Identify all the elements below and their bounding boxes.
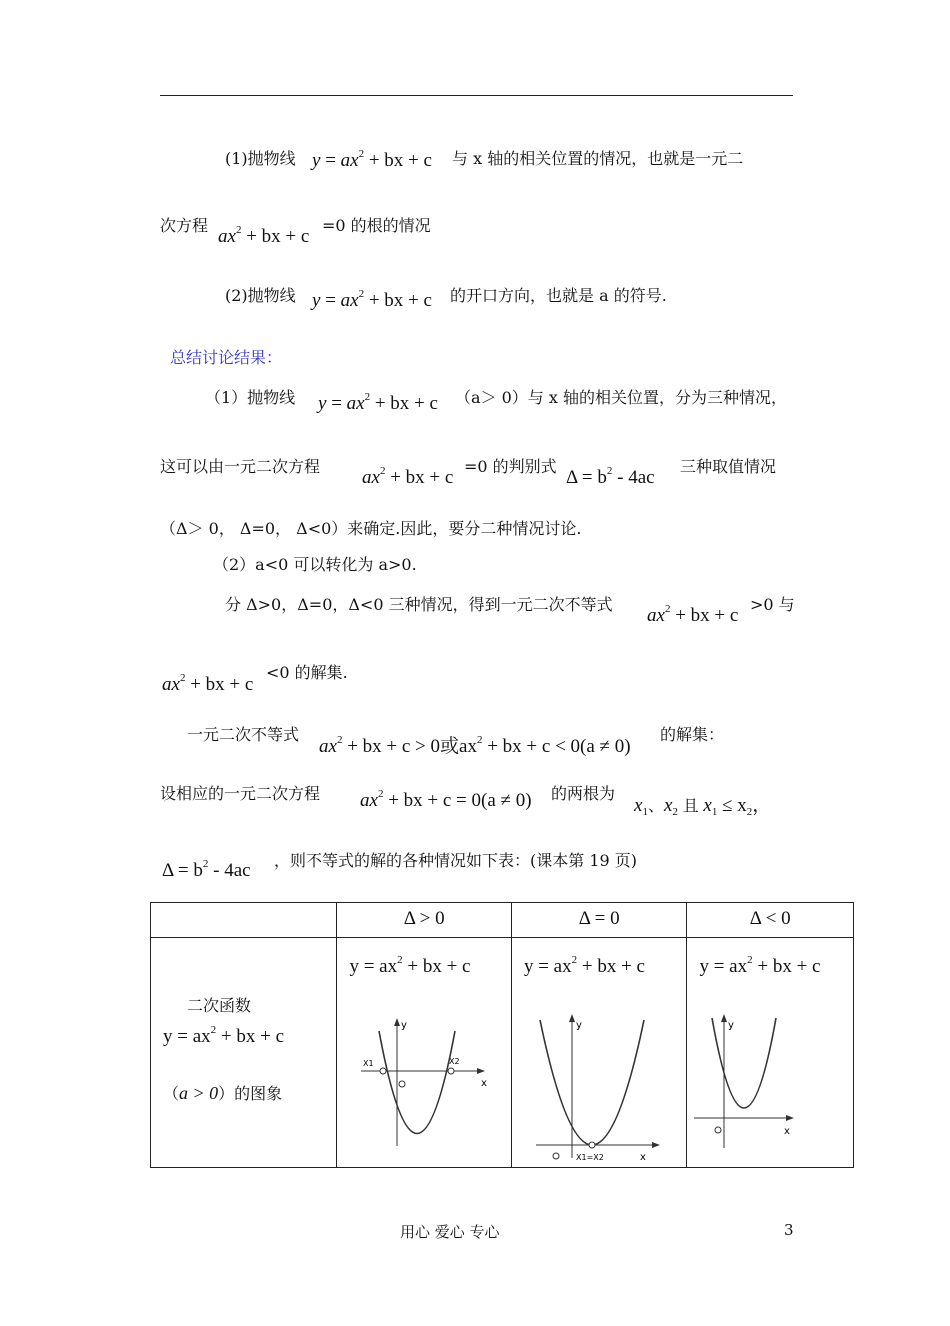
- y-label: y: [575, 1020, 582, 1031]
- y-label: y: [401, 1020, 408, 1031]
- s2-line3-b: <0 的解集.: [266, 663, 348, 682]
- graph-delta-pos: [357, 1006, 497, 1156]
- y-label: y: [728, 1020, 735, 1031]
- p1-cont: 次方程: [160, 216, 209, 235]
- table-graph-cell: [337, 938, 512, 1168]
- ineq-tail: 的解集：: [660, 725, 725, 744]
- row-label-formula: $y = ax^2$ + bx + c: [163, 1024, 285, 1047]
- p2-text: 的开口方向，也就是 a 的符号.: [450, 286, 667, 305]
- roots-formula: $ax^2$ + bx + c = 0(a ≠ 0): [360, 788, 532, 811]
- x-axis-arrow: [786, 1115, 794, 1121]
- table-header-cell: [687, 903, 854, 938]
- solution-table: [150, 902, 854, 1168]
- p1-cont-formula: $ax^2$ + bx + c: [218, 224, 310, 247]
- y-axis-arrow: [394, 1018, 400, 1026]
- p1-cont-text: =0 的根的情况: [322, 216, 431, 235]
- table-header-cell: [511, 903, 687, 938]
- header-delta-zero: Δ = 0: [578, 908, 620, 929]
- s1-line2-c: 三种取值情况: [680, 457, 777, 476]
- origin-point: [715, 1127, 721, 1133]
- y-axis-arrow: [721, 1014, 727, 1022]
- graph-formula: $y = ax^2$ + bx + c: [699, 954, 821, 977]
- table-graph-cell: [511, 938, 687, 1168]
- s2-line2-a: 分 Δ>0，Δ=0，Δ<0 三种情况，得到一元二次不等式: [225, 595, 613, 614]
- table-header-cell: [337, 903, 512, 938]
- s1-line2-a: 这可以由一元二次方程: [160, 457, 321, 476]
- origin-point: [399, 1081, 405, 1087]
- table-graph-cell: [687, 938, 854, 1168]
- s1-delta-formula: $\Delta = b^2 - 4ac$: [566, 465, 655, 488]
- header-delta-neg: Δ < 0: [749, 908, 791, 929]
- header-delta-pos: Δ > 0: [403, 908, 445, 929]
- s2-label: （2）a<0 可以转化为 a>0.: [213, 555, 417, 574]
- parabola: [712, 1018, 776, 1108]
- roots-tail: ，则不等式的解的各种情况如下表：(课本第 19 页): [274, 851, 638, 870]
- s2-line2-b: >0 与: [750, 595, 795, 614]
- x1-label: X1: [363, 1059, 375, 1068]
- p1-formula: $y = ax^2$ + bx + c: [312, 148, 432, 171]
- s1-label: （1）抛物线: [205, 388, 296, 407]
- y-axis-arrow: [569, 1014, 575, 1022]
- parabola: [379, 1031, 455, 1134]
- p2-label: (2)抛物线: [225, 286, 296, 305]
- x-label: x: [481, 1078, 488, 1089]
- root-x2-point: [448, 1068, 454, 1074]
- table-corner-cell: [151, 903, 337, 938]
- root-x1-point: [380, 1068, 386, 1074]
- x2-label: X2: [449, 1057, 461, 1066]
- graph-formula: $y = ax^2$ + bx + c: [523, 954, 645, 977]
- p1-text: 与 x 轴的相关位置的情况，也就是一元二: [452, 149, 744, 168]
- p2-formula: $y = ax^2$ + bx + c: [312, 288, 432, 311]
- graph-formula: $y = ax^2$ + bx + c: [349, 954, 471, 977]
- page-number: 3: [784, 1221, 794, 1239]
- footer-motto: 用心 爱心 专心: [400, 1223, 500, 1241]
- x1x2-label: X1=X2: [575, 1153, 604, 1160]
- x-label: x: [639, 1152, 646, 1160]
- origin-point: [553, 1153, 559, 1159]
- s1-formula: $y = ax^2$ + bx + c: [318, 391, 438, 414]
- roots-mid: 的两根为: [551, 784, 616, 803]
- x-axis-arrow: [477, 1068, 485, 1074]
- s1-text: （a＞ 0）与 x 轴的相关位置，分为三种情况，: [455, 388, 788, 407]
- roots-delta: $\Delta = b^2 - 4ac$: [162, 858, 251, 881]
- s2-line3-formula: $ax^2$ + bx + c: [162, 672, 254, 695]
- s1-line2-b: =0 的判别式: [464, 457, 557, 476]
- ineq-lead: 一元二次不等式: [187, 725, 300, 744]
- ineq-formula: $ax^2$ + bx + c > 0或$ax^2$ + bx + c < 0(a ≠ 0): [319, 734, 631, 757]
- p1-label: (1)抛物线: [225, 149, 296, 168]
- s1-line3: （Δ＞ 0， Δ=0， Δ<0）来确定.因此，要分二种情况讨论.: [160, 519, 582, 538]
- row-label-1: 二次函数: [187, 996, 252, 1015]
- graph-delta-zero: [530, 1010, 670, 1160]
- summary-title: 总结讨论结果：: [170, 348, 283, 367]
- x-label: x: [784, 1126, 791, 1137]
- table-row-label-cell: [151, 938, 337, 1168]
- roots-lead: 设相应的一元二次方程: [160, 784, 321, 803]
- s2-line2-formula: $ax^2$ + bx + c: [647, 603, 739, 626]
- header-rule: [160, 95, 793, 96]
- row-label-3: （a > 0）的图象: [163, 1083, 283, 1103]
- graph-delta-neg: [692, 1008, 832, 1158]
- roots-values: $x_1$、$x_2$ 且 $x_1 \le x_2$，: [634, 795, 772, 818]
- parabola: [540, 1020, 644, 1145]
- double-root-point: [589, 1142, 595, 1148]
- s1-line2-formula: $ax^2$ + bx + c: [362, 465, 454, 488]
- x-axis-arrow: [652, 1142, 660, 1148]
